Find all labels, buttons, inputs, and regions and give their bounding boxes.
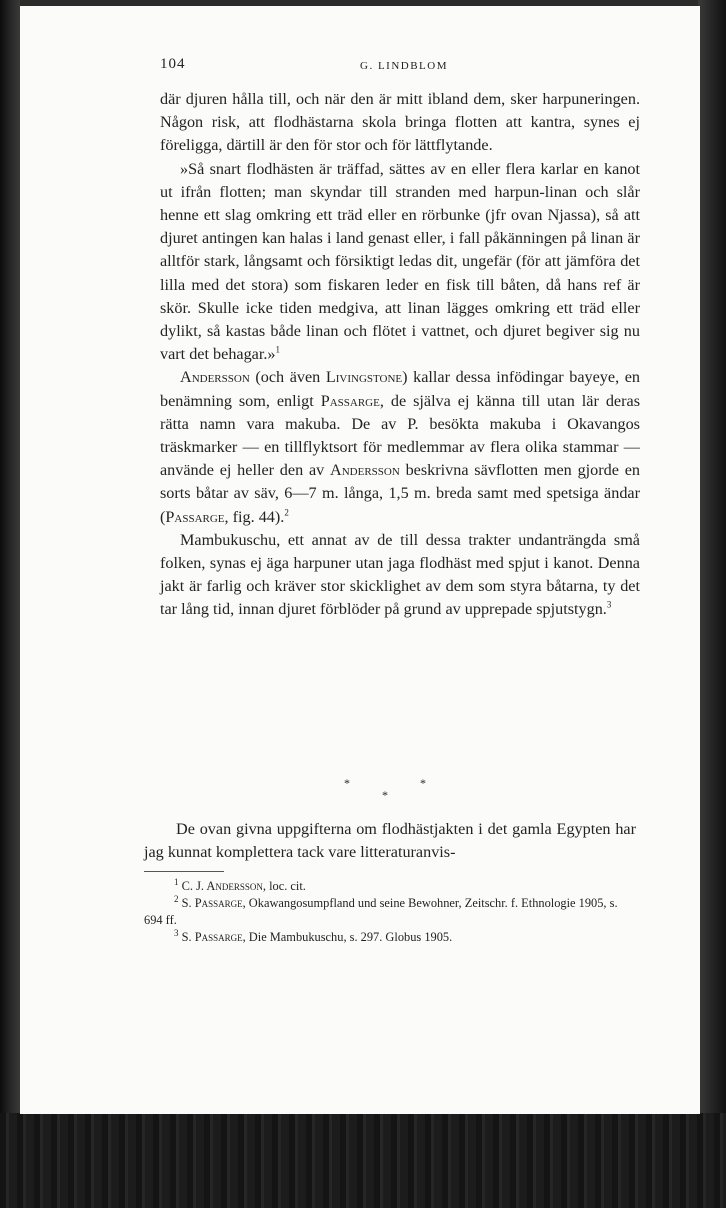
footnotes [144, 878, 636, 946]
footnote-rule [144, 871, 224, 872]
asterism-divider [340, 776, 430, 806]
book-page [20, 6, 700, 1114]
paragraph-2-quote [160, 158, 640, 367]
footnote-3-text: , Die Mambukuschu, s. 297. Globus 1905. [242, 930, 453, 944]
body-text [160, 88, 640, 622]
scan-left-edge [0, 0, 20, 1208]
author-andersson-2: Andersson [330, 461, 400, 480]
footnote-3-mark: 3 [174, 927, 179, 938]
scan-bottom-edge [0, 1113, 726, 1208]
footnote-1-mark: 1 [174, 876, 179, 887]
paragraph-2-text: »Så snart flodhästen är träffad, sättes av en eller flera karlar en kanot ut ifrån flotten; man skyndar till stranden med harpun-linan och slår henne ett slag omkring ett träd eller en rörbunke (jfr ovan Njassa), så att djuret antingen kan halas i land genast eller, i fall påkänningen på linan är alltför stark, långsamt och försiktigt ledas dit, ungefär (för att jämföra det lilla med det stora) som fiskaren leder en fisk till båten, då hans ref är skör. Skulle icke tiden medgiva, att linan lägges omkring ett träd eller dylikt, så kastas både linan och flötet i vattnet, och djuret begiver sig nu vart det behagar.» [160, 159, 640, 364]
footnote-ref-3: 3 [606, 600, 612, 611]
footnote-2-author: S. Passarge [181, 896, 243, 910]
paragraph-3-text-b: ) kallar dessa infödingar bayeye, en benämning som, enligt [160, 368, 640, 410]
footnote-2 [144, 895, 636, 929]
paragraph-3 [160, 366, 640, 528]
footnote-ref-2: 2 [284, 507, 289, 518]
author-passarge-2: Passarge [165, 507, 225, 526]
scan-right-edge [698, 0, 726, 1208]
paragraph-3-text-e: , fig. 44). [224, 507, 285, 526]
footnote-2-mark: 2 [174, 893, 179, 904]
footnote-3 [144, 929, 636, 946]
footnote-3-author: S. Passarge [181, 930, 243, 944]
footnote-ref-1: 1 [275, 344, 281, 355]
running-head [20, 56, 700, 76]
paragraph-3-text-c: , de själva ej känna till utan lär deras rätta namn vara makuba. De av P. besökta makuba i Okavangos träskmarker — en tillflyktsort för medlemmar av flera olika stammar — använde ej heller den av [160, 391, 640, 480]
running-title: G. LINDBLOM [360, 60, 448, 72]
paragraph-3-text-d: beskrivna sävflotten men gjorde en sorts båtar av säv, 6—7 m. långa, 1,5 m. breda samt med spetsiga ändar ( [160, 461, 640, 526]
author-passarge: Passarge [320, 391, 380, 410]
paragraph-4-text: Mambukuschu, ett annat av de till dessa trakter undanträngda små folken, synas ej äga harpuner utan jaga flodhäst med spjut i kanot. Denna jakt är farlig och kräver stor skicklighet av dem som styra båtarna, ty det tar lång tid, innan djuret förblöder på grund av upprepade spjutstygn. [160, 530, 640, 619]
paragraph-4 [160, 529, 640, 622]
asterism-star-1: * [344, 776, 350, 790]
paragraph-3-text-a: (och även [249, 368, 326, 387]
paragraph-1 [160, 88, 640, 158]
footnote-1 [144, 878, 636, 895]
footnote-1-text: , loc. cit. [262, 879, 306, 893]
footnote-1-author: C. J. Andersson [181, 879, 263, 893]
footnote-2-text: , Okawangosumpfland und seine Bewohner, Zeitschr. f. Ethnologie 1905, s. 694 ff. [144, 896, 618, 927]
page-number: 104 [160, 56, 186, 72]
author-andersson: Andersson [180, 368, 250, 387]
author-livingstone: Livingstone [325, 368, 403, 387]
asterism-star-2: * [420, 776, 426, 790]
paragraph-5: De ovan givna uppgifterna om flodhästjakten i det gamla Egypten har jag kunnat komplettera tack vare litteraturanvis- [144, 820, 636, 862]
asterism-star-3: * [382, 788, 388, 802]
paragraph-1-text: där djuren hålla till, och när den är mitt ibland dem, sker harpuneringen. Någon risk, att flodhästarna skola bringa flotten att kantra, synes ej föreligga, därtill är den för stor och för lättflytande. [160, 90, 640, 155]
